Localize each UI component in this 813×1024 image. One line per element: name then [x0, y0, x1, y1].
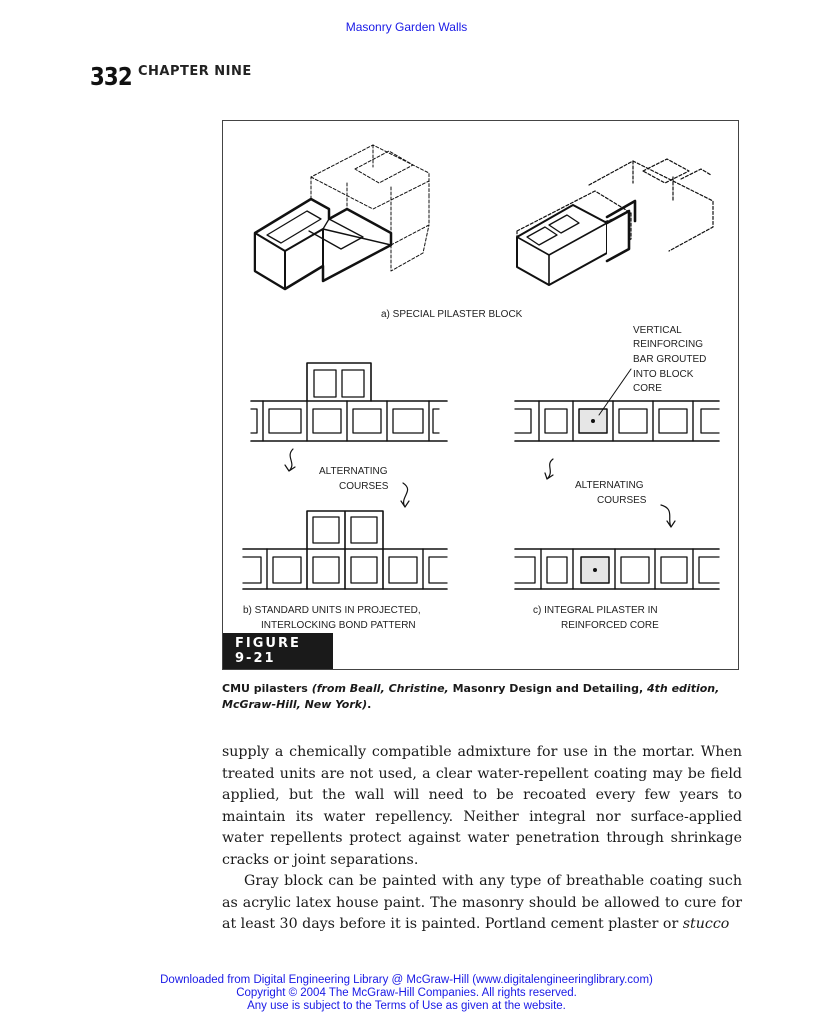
caption-lead: CMU pilasters: [222, 682, 312, 695]
paragraph-2: [222, 871, 742, 936]
alt-courses-c-2: COURSES: [597, 495, 647, 506]
figure-caption: [222, 681, 742, 713]
header-link[interactable]: Masonry Garden Walls: [345, 20, 468, 34]
pilaster-drawing: [223, 121, 739, 670]
alt-courses-b-2: COURSES: [339, 481, 389, 492]
arrow-left-b: [285, 449, 295, 471]
figure-label: FIGURE 9-21: [223, 633, 333, 669]
arrow-right-c: [661, 505, 675, 527]
page-number: 332: [90, 62, 132, 91]
arrow-left-c: [545, 459, 553, 479]
paragraph-1: supply a chemically compatible admixture for use in the mortar. When treated units are not used, a clear water-repellent coating may be field applied, but the wall will need to be recoated every few years to maintain its water repellency. Neither integral nor surface-applied water repellents protect against water penetration through shrinkage cracks or joint separations.: [222, 744, 742, 868]
panel-b-label-1: b) STANDARD UNITS IN PROJECTED,: [243, 605, 421, 616]
alt-courses-b-1: ALTERNATING: [319, 466, 388, 477]
panel-c-label-1: c) INTEGRAL PILASTER IN: [533, 605, 658, 616]
special-pilaster-block-right: [517, 159, 713, 285]
rebar-note-4: INTO BLOCK: [633, 369, 694, 380]
paragraph-2-italic: stucco: [682, 916, 730, 932]
caption-end: .: [367, 698, 372, 711]
chapter-title: CHAPTER NINE: [138, 64, 252, 79]
figure-9-21: [222, 120, 739, 670]
special-pilaster-block-left: [255, 145, 429, 289]
rebar-note-2: REINFORCING: [633, 339, 703, 350]
wall-c-lower: [515, 549, 719, 589]
arrow-right-b: [401, 483, 409, 507]
caption-source: (from Beall, Christine,: [311, 682, 453, 695]
caption-book-title: Masonry Design and Detailing,: [452, 682, 644, 695]
paragraph-2-text: Gray block can be painted with any type of breathable coating such as acrylic latex house paint. The masonry should be allowed to cure for at least 30 days before it is painted. Portland cement plaster or: [222, 873, 742, 932]
panel-b-label-2: INTERLOCKING BOND PATTERN: [261, 620, 416, 631]
footer-copyright: Copyright © 2004 The McGraw-Hill Companies. All rights reserved.: [236, 987, 577, 999]
body-text: [222, 742, 742, 936]
footer-terms[interactable]: Any use is subject to the Terms of Use as given at the website.: [247, 1000, 566, 1012]
alt-courses-c-1: ALTERNATING: [575, 480, 644, 491]
panel-c-label-2: REINFORCED CORE: [561, 620, 659, 631]
rebar-note-3: BAR GROUTED: [633, 354, 707, 365]
panel-a-label: a) SPECIAL PILASTER BLOCK: [381, 309, 523, 320]
caption-edition: 4th edition, McGraw-Hill, New York): [222, 682, 720, 711]
wall-b-upper: [251, 363, 447, 441]
footer: [0, 974, 813, 1013]
rebar-note-1: VERTICAL: [633, 325, 682, 336]
wall-b-lower: [243, 511, 447, 589]
rebar-note-5: CORE: [633, 383, 662, 394]
footer-download-link[interactable]: Downloaded from Digital Engineering Library @ McGraw-Hill (www.digitalengineeringlibrary.com): [160, 974, 653, 986]
